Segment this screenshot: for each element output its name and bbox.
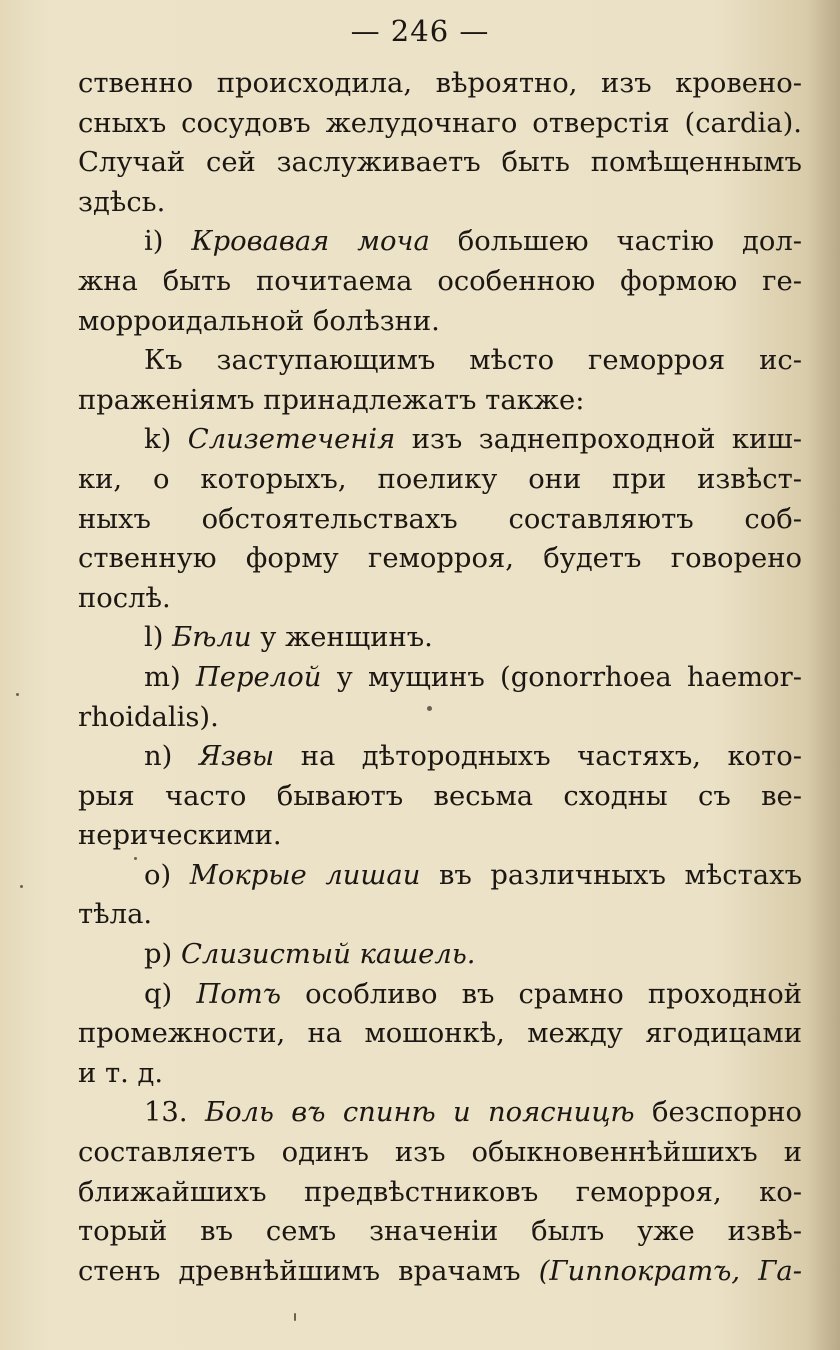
item-marker: k) <box>144 424 172 456</box>
list-item-l <box>78 618 802 658</box>
section-13-start <box>78 1093 802 1133</box>
text-line: ближайшихъ предвѣстниковъ геморроя, ко- <box>78 1176 802 1208</box>
list-item-n <box>78 737 802 777</box>
text-line: праженіямъ принадлежатъ также: <box>78 384 585 416</box>
item-term: Слизетеченія <box>187 424 396 456</box>
page-number: — 246 — <box>350 14 490 48</box>
body-text <box>78 64 802 1291</box>
item-text: у мущинъ (gonorrhoea haemor- <box>336 661 802 693</box>
text-line: ственную форму геморроя, будетъ говорено <box>78 543 802 575</box>
list-item-o <box>78 856 802 896</box>
text-line: промежности, на мошонкѣ, между ягодицами <box>78 1018 802 1050</box>
ink-speck <box>20 885 23 888</box>
text-line: ныхъ обстоятельствахъ составляютъ соб- <box>78 503 802 535</box>
item-marker: o) <box>144 859 172 891</box>
list-item-i <box>78 222 802 262</box>
text-line: составляетъ одинъ изъ обыкновеннѣйшихъ и <box>78 1137 802 1169</box>
section-term: Боль въ спинѣ и поясницѣ <box>204 1097 635 1129</box>
item-marker: m) <box>144 661 181 693</box>
item-text: на дѣтородныхъ частяхъ, кото- <box>300 741 802 773</box>
text-line: и т. д. <box>78 1057 164 1089</box>
list-item-p <box>78 935 802 975</box>
ink-speck <box>16 693 19 696</box>
item-marker: l) <box>144 622 164 654</box>
text-line: сныхъ сосудовъ желудочнаго отверстія (cardia). <box>78 107 802 139</box>
text-line: ственно происходила, вѣроятно, изъ кровено- <box>78 68 802 99</box>
text-line: rhoidalis). <box>78 701 219 733</box>
item-term: Бѣли <box>172 622 252 654</box>
text-line: здѣсь. <box>78 186 166 218</box>
list-item-k <box>78 420 802 460</box>
text-line: рыя часто бываютъ весьма сходны съ ве- <box>78 780 802 812</box>
list-item-q <box>78 975 802 1015</box>
text-line: жна быть почитаема особенною формою ге- <box>78 265 802 297</box>
item-text: особливо въ срамно проходной <box>305 978 802 1010</box>
item-term: Перелой <box>195 661 322 693</box>
ink-speck <box>294 1313 296 1321</box>
text-line: морроидальной болѣзни. <box>78 305 440 337</box>
item-text: у женщинъ. <box>260 622 433 654</box>
ink-speck <box>427 706 432 711</box>
item-marker: p) <box>144 939 173 971</box>
item-text: стенъ древнѣйшимъ врачамъ <box>78 1255 521 1287</box>
text-line: тѣла. <box>78 899 153 931</box>
item-text: большею частію дол- <box>457 226 802 258</box>
item-term: Слизистый кашель. <box>180 939 476 971</box>
item-marker: q) <box>144 978 173 1010</box>
item-marker: n) <box>144 741 173 773</box>
ink-speck <box>134 857 137 860</box>
item-text: безспорно <box>651 1097 802 1129</box>
item-term: Язвы <box>198 741 275 773</box>
item-marker: i) <box>144 226 164 258</box>
item-term: Потъ <box>196 978 281 1010</box>
section-number: 13. <box>144 1097 188 1129</box>
item-text: въ различныхъ мѣстахъ <box>438 859 803 891</box>
item-term: Мокрые лишаи <box>189 859 421 891</box>
text-line: нерическими. <box>78 820 282 852</box>
text-line: послѣ. <box>78 582 171 614</box>
text-line: ки, о которыхъ, поелику они при извѣст- <box>78 463 802 495</box>
text-line <box>78 1252 802 1292</box>
item-term: Кровавая моча <box>191 226 430 258</box>
text-line: Случай сей заслуживаетъ быть помѣщеннымъ <box>78 147 802 179</box>
paragraph-start: Къ заступающимъ мѣсто геморроя ис- <box>144 345 802 377</box>
item-text: изъ заднепроходной киш- <box>411 424 802 456</box>
text-line: торый въ семъ значеніи былъ уже извѣ- <box>78 1216 802 1248</box>
list-item-m <box>78 658 802 698</box>
item-term: (Гиппократъ, Га- <box>538 1255 802 1287</box>
